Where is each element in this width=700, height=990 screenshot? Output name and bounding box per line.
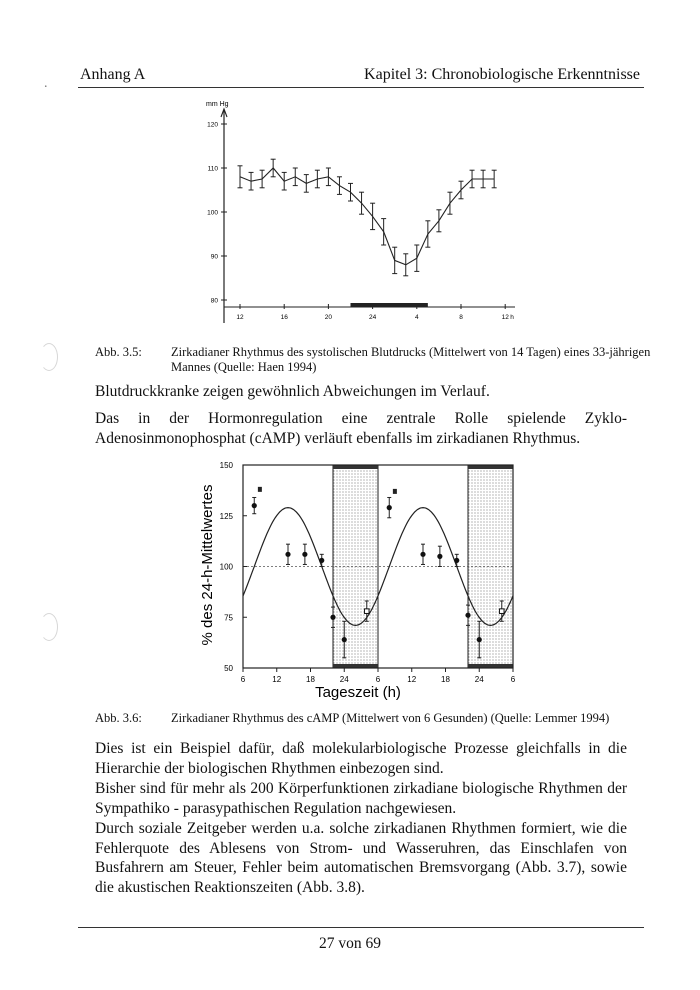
chart2-marker bbox=[387, 505, 392, 510]
chart2-x-tick-label: 12 bbox=[272, 675, 282, 684]
chart1-point bbox=[392, 247, 397, 273]
punch-hole-bottom bbox=[40, 613, 58, 641]
paragraph-1: Blutdruckkranke zeigen gewöhnlich Abweichungen im Verlauf. bbox=[95, 383, 490, 400]
chart2-marker bbox=[252, 503, 257, 508]
chart2-dark-band-top bbox=[468, 465, 513, 469]
punch-hole-top bbox=[40, 343, 58, 371]
chart2-point bbox=[420, 544, 425, 564]
chart1-point bbox=[459, 181, 464, 199]
chart2-marker bbox=[437, 554, 442, 559]
chart2-marker bbox=[285, 552, 290, 557]
chart2-marker bbox=[342, 637, 347, 642]
chart1-series bbox=[238, 159, 497, 276]
chart2-point bbox=[454, 554, 459, 566]
chart2-marker bbox=[302, 552, 307, 557]
chart1-point bbox=[359, 192, 364, 214]
page-number: 27 von 69 bbox=[319, 935, 381, 952]
header-right: Kapitel 3: Chronobiologische Erkenntnisse bbox=[364, 66, 640, 83]
paragraph-4: Bisher sind für mehr als 200 Körperfunktionen zirkadiane biologische Rhythmen der Sympathiko - parasypathischen Regulation nachgewiesen. bbox=[95, 780, 627, 817]
figure2-caption-number: Abb. 3.6: bbox=[95, 711, 142, 725]
paragraph-3: Dies ist ein Beispiel dafür, daß molekularbiologische Prozesse gleichfalls in die Hierarchie der biologischen Rhythmen einbezogen sind. bbox=[95, 740, 627, 777]
chart1-point bbox=[337, 177, 342, 195]
chart1-x-tick-label: 12 bbox=[236, 314, 244, 321]
chart1-y-tick-label: 120 bbox=[207, 121, 218, 129]
chart2-marker bbox=[454, 558, 459, 563]
figure1-caption bbox=[95, 345, 655, 379]
chart2-x-tick-label: 18 bbox=[441, 675, 450, 684]
chart2-x-tick-label: 24 bbox=[339, 675, 349, 684]
figure2-caption bbox=[95, 711, 655, 729]
chart1-x-tick-label: 12 bbox=[501, 314, 509, 321]
paragraph-2: Das in der Hormonregulation eine zentrale Rolle spielende Zyklo-Adenosinmonophosphat (cAMP) verläuft ebenfalls im zirkadianen Rhythmus. bbox=[95, 410, 627, 447]
chart2-x-tick-label: 6 bbox=[375, 675, 381, 684]
chart2-dark-period bbox=[468, 465, 513, 668]
chart1-point bbox=[403, 254, 408, 276]
chart2-xlabel: Tageszeit (h) bbox=[315, 684, 401, 701]
chart2-y-tick-label: 125 bbox=[219, 511, 233, 521]
chart2-extra-marker bbox=[393, 489, 397, 494]
chart2-x-tick-label: 6 bbox=[510, 675, 516, 684]
paragraph-5: Durch soziale Zeitgeber werden u.a. solche zirkadianen Rhythmen formiert, wie die Fehlerquote des Ablesens von Strom- und Wasseruhren, das Einschlafen von Busfahrern am Steuer, Fehler beim automatischen Bremsvorgang (Abb. 3.7), sowie die akustischen Reaktionszeiten (Abb. 3.8). bbox=[95, 820, 627, 896]
chart2-point bbox=[252, 497, 257, 513]
chart1-point bbox=[304, 175, 309, 193]
chart1-y-tick-label: 100 bbox=[207, 209, 218, 217]
chart2-point bbox=[387, 497, 392, 517]
chart1-x-tick-label: 8 bbox=[459, 314, 463, 321]
chart2-extra-marker bbox=[258, 487, 262, 492]
chart1-point bbox=[238, 166, 243, 188]
chart2-dark-band-top bbox=[333, 465, 378, 469]
chart1-point bbox=[370, 203, 375, 229]
chart2-y-tick-label: 150 bbox=[219, 461, 233, 470]
chart2-x-tick-label: 12 bbox=[407, 675, 417, 684]
chart1-x-tick-label: 16 bbox=[280, 314, 288, 321]
chart2-point bbox=[285, 544, 290, 564]
chart2-x-tick-label: 6 bbox=[240, 675, 246, 684]
chart1-point bbox=[271, 159, 276, 177]
chart1-point bbox=[348, 183, 353, 201]
chart1-y-tick-label: 80 bbox=[210, 297, 218, 305]
chart1-point bbox=[425, 221, 430, 247]
chart1-point bbox=[436, 210, 441, 232]
chart1-x-tick-label: 20 bbox=[324, 314, 333, 321]
chart2-y-tick-label: 50 bbox=[224, 664, 233, 673]
chart1-point bbox=[381, 219, 386, 245]
chart1-point bbox=[447, 192, 452, 214]
chart1-axes bbox=[207, 109, 515, 323]
figure1-caption-text: Zirkadianer Rhythmus des systolischen Blutdrucks (Mittelwert von 14 Tagen) eines 33-jährigen Mannes (Quelle: Haen 1994) bbox=[171, 345, 651, 374]
chart2-x-tick-label: 24 bbox=[474, 675, 484, 684]
chart2-x-tick-label: 18 bbox=[306, 675, 315, 684]
chart1-series-line bbox=[240, 168, 494, 265]
header-left: Anhang A bbox=[80, 66, 146, 83]
chart1-point bbox=[414, 245, 419, 271]
chart2-point bbox=[302, 544, 307, 564]
chart2-marker-open bbox=[364, 609, 369, 614]
chart2-marker bbox=[420, 552, 425, 557]
chart2-y-tick-label: 75 bbox=[224, 613, 233, 623]
chart1-x-unit-label: h bbox=[510, 314, 514, 321]
chart1-point bbox=[293, 168, 298, 186]
chart2-marker bbox=[319, 558, 324, 563]
chart2-marker bbox=[465, 613, 470, 618]
chart2-marker-open bbox=[499, 609, 504, 614]
chart2-point bbox=[319, 554, 324, 566]
blood-pressure-chart bbox=[190, 95, 530, 335]
chart1-night-bar bbox=[351, 303, 428, 307]
figure2-caption-text: Zirkadianer Rhythmus des cAMP (Mittelwert von 6 Gesunden) (Quelle: Lemmer 1994) bbox=[171, 711, 610, 725]
header-rule bbox=[78, 87, 644, 88]
chart2-point bbox=[437, 546, 442, 566]
chart2-marker bbox=[477, 637, 482, 642]
camp-chart bbox=[195, 455, 525, 705]
chart1-y-tick-label: 110 bbox=[207, 165, 218, 173]
chart1-point bbox=[282, 172, 287, 190]
chart1-y-tick-label: 90 bbox=[210, 253, 218, 261]
chart2-y-tick-label: 100 bbox=[219, 562, 233, 572]
chart1-x-tick-label: 4 bbox=[414, 314, 419, 321]
chart2-ylabel: % des 24-h-Mittelwertes bbox=[199, 484, 216, 646]
footer-rule bbox=[78, 927, 644, 928]
chart2-marker bbox=[330, 615, 335, 620]
chart1-x-tick-label: 24 bbox=[368, 314, 377, 321]
figure1-caption-number: Abb. 3.5: bbox=[95, 345, 142, 359]
margin-mark: . bbox=[44, 76, 48, 91]
chart1-ylabel: mm Hg bbox=[206, 101, 229, 108]
